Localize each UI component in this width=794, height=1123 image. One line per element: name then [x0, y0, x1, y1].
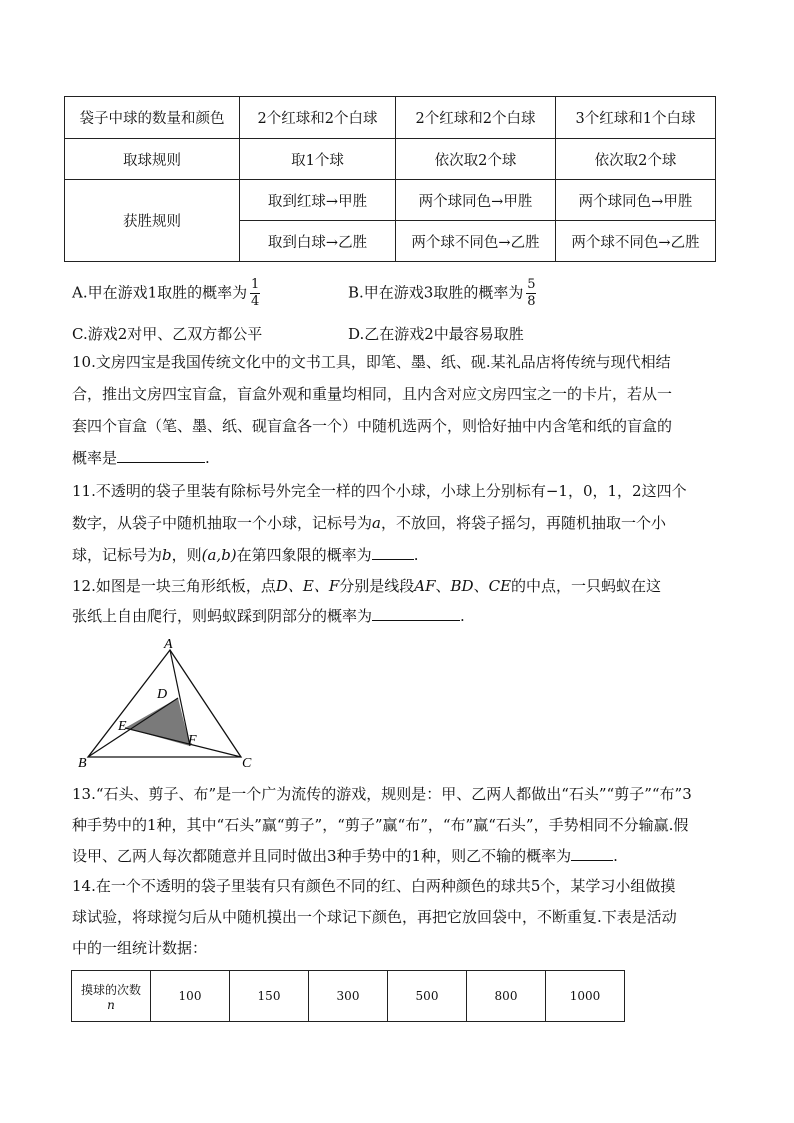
answer-blank[interactable]: [372, 545, 414, 560]
segment: BD: [450, 577, 474, 595]
table-cell: 800: [467, 971, 546, 1022]
question-text: 在第四象限的概率为: [236, 546, 372, 564]
label-c: C: [242, 756, 252, 770]
question-10-line: 合，推出文房四宝盲盒，盲盒外观和重量均相同，且内含对应文房四宝之一的卡片，若从一: [72, 385, 673, 403]
answer-blank[interactable]: [571, 846, 613, 861]
points: D、E、F: [275, 577, 340, 595]
table-cell: 1000: [546, 971, 625, 1022]
game-rules-table: [64, 96, 716, 262]
option-a: [72, 278, 260, 309]
row-label: 摸球的次数: [80, 982, 141, 997]
label-b: B: [78, 756, 87, 770]
variable: a: [372, 514, 381, 532]
option-c: C.游戏2对甲、乙双方都公平: [72, 325, 263, 343]
option-b-text: B.甲在游戏3取胜的概率为: [348, 283, 524, 302]
question-12-line: [72, 606, 465, 626]
table-row: [65, 97, 716, 139]
table-cell: 取到白球→乙胜: [240, 221, 396, 262]
table-cell: 两个球同色→甲胜: [556, 180, 716, 221]
option-b: [348, 278, 536, 309]
table-cell: 两个球同色→甲胜: [396, 180, 556, 221]
table-row: [72, 971, 625, 1022]
question-text: .: [205, 449, 210, 467]
table-cell: 300: [309, 971, 388, 1022]
question-10-line: 套四个盲盒（笔、墨、纸、砚盲盒各一个）中随机选两个，则恰好抽中内含笔和纸的盲盒的: [72, 417, 673, 435]
numerator: 5: [527, 277, 536, 292]
question-text: .: [613, 847, 618, 865]
question-text: .: [460, 607, 465, 625]
question-11-line: [72, 513, 666, 533]
answer-blank[interactable]: [372, 606, 460, 621]
table-cell: 获胜规则: [65, 180, 240, 262]
segment: AF: [414, 577, 436, 595]
table-cell: 100: [151, 971, 230, 1022]
question-text: 概率是: [72, 449, 118, 467]
question-text: 的中点，一只蚂蚁在这: [511, 577, 662, 595]
table-cell: 150: [230, 971, 309, 1022]
label-d: D: [157, 687, 168, 702]
segment: CE: [488, 577, 512, 595]
question-11-line: 11.不透明的袋子里装有除标号外完全一样的四个小球，小球上分别标有−1，0，1，2这四个: [72, 482, 687, 500]
table-row: [65, 180, 716, 221]
label-f: F: [188, 733, 197, 748]
denominator: 4: [251, 294, 260, 309]
table-row: [65, 139, 716, 180]
question-13-line: 种手势中的1种，其中“石头”赢“剪子”，“剪子”赢“布”，“布”赢“石头”，手势相同不分输赢.假: [72, 816, 689, 834]
denominator: 8: [527, 294, 536, 309]
question-text: ，则: [171, 546, 202, 564]
question-13-line: 13.“石头、剪子、布”是一个广为流传的游戏，规则是：甲、乙两人都做出“石头”“剪子”“布”3: [72, 785, 692, 803]
triangle-figure: [78, 636, 268, 770]
option-a-text: A.甲在游戏1取胜的概率为: [72, 283, 248, 302]
question-text: 分别是线段: [339, 577, 415, 595]
triangle-abc: [88, 650, 241, 757]
row-variable: n: [107, 997, 115, 1012]
question-13-line: [72, 846, 618, 866]
question-text: .: [413, 546, 419, 564]
question-14-line: 中的一组统计数据：: [72, 939, 208, 957]
shaded-triangle: [125, 698, 190, 746]
table-cell: 依次取2个球: [396, 139, 556, 180]
table-cell: 袋子中球的数量和颜色: [65, 97, 240, 139]
question-text: ，不放回，将袋子摇匀，再随机抽取一个小: [380, 514, 666, 532]
question-12-line: 12.如图是一块三角形纸板，点D、E、F分别是线段AF、BD、CE的中点，一只蚂蚁在这: [72, 577, 662, 595]
question-10-line: [72, 448, 210, 468]
fraction: [526, 278, 536, 309]
table-cell: 2个红球和2个白球: [240, 97, 396, 139]
question-text: 数字，从袋子中随机抽取一个小球，记标号为: [72, 514, 373, 532]
option-d: D.乙在游戏2中最容易取胜: [348, 325, 524, 343]
table-header-cell: [72, 971, 151, 1022]
question-text: 张纸上自由爬行，则蚂蚁踩到阴部分的概率为: [72, 607, 373, 625]
question-14-line: 球试验，将球搅匀后从中随机摸出一个球记下颜色，再把它放回袋中，不断重复.下表是活动: [72, 908, 677, 926]
table-cell: 500: [388, 971, 467, 1022]
point: (a,b): [201, 546, 237, 564]
fraction: [250, 278, 260, 309]
table-cell: 2个红球和2个白球: [396, 97, 556, 139]
question-text: 球，记标号为: [72, 546, 163, 564]
question-11-line: [72, 545, 418, 565]
question-14-line: 14.在一个不透明的袋子里装有只有颜色不同的红、白两种颜色的球共5个，某学习小组做摸: [72, 877, 676, 895]
draw-count-table: [71, 970, 625, 1022]
label-e: E: [118, 719, 127, 734]
answer-blank[interactable]: [117, 448, 205, 463]
table-cell: 两个球不同色→乙胜: [396, 221, 556, 262]
table-cell: 取1个球: [240, 139, 396, 180]
variable: b: [162, 546, 172, 564]
table-cell: 取到红球→甲胜: [240, 180, 396, 221]
question-10-line: 10.文房四宝是我国传统文化中的文书工具，即笔、墨、纸、砚.某礼品店将传统与现代相结: [72, 353, 671, 371]
table-cell: 两个球不同色→乙胜: [556, 221, 716, 262]
question-text: 12.如图是一块三角形纸板，点: [72, 577, 276, 595]
table-cell: 取球规则: [65, 139, 240, 180]
table-cell: 依次取2个球: [556, 139, 716, 180]
numerator: 1: [251, 277, 260, 292]
question-text: 设甲、乙两人每次都随意并且同时做出3种手势中的1种，则乙不输的概率为: [72, 847, 572, 865]
label-a: A: [164, 637, 173, 652]
table-cell: 3个红球和1个白球: [556, 97, 716, 139]
